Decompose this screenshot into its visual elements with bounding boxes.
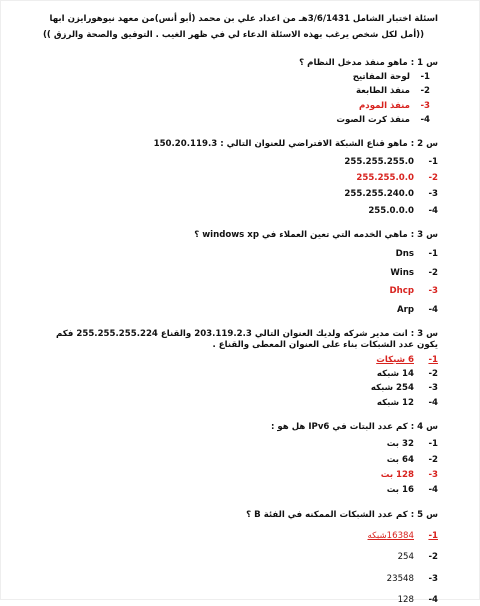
option-number: 4 - — [414, 595, 438, 606]
option-text: 14 شبكه — [376, 368, 414, 379]
option-number: 4 - — [414, 206, 438, 217]
option-number: 4 - — [414, 485, 438, 496]
option-number: 1 - — [414, 157, 438, 168]
option-text: 64 بت — [386, 454, 414, 465]
question-1-option-2 — [42, 86, 430, 97]
option-text: 254 شبكه — [370, 383, 414, 394]
option-text: Dhcp — [389, 286, 414, 297]
question-2-options — [42, 157, 438, 217]
question-1-option-4 — [42, 115, 430, 126]
option-number: 3 - — [414, 574, 438, 585]
question-5-option-1-correct — [42, 531, 438, 542]
option-number: 2 - — [414, 268, 438, 279]
question-1-option-3-correct — [42, 101, 430, 112]
question-3-label: س 3 : ماهي الخدمه التي تعين العملاء في windows xp ؟ — [194, 230, 438, 241]
question-3-option-2 — [42, 268, 438, 279]
question-3-option-3-correct — [42, 286, 438, 297]
question-5-option-3 — [42, 574, 438, 585]
option-text: Dns — [395, 249, 414, 260]
question-5-option-2 — [42, 552, 438, 563]
question-2-option-2-correct — [42, 173, 438, 184]
question-4-option-4 — [42, 485, 438, 496]
document-content — [42, 14, 438, 606]
option-number: 3 - — [414, 189, 438, 200]
option-text: 255.0.0.0 — [368, 205, 414, 216]
option-text: Wins — [390, 267, 414, 278]
question-3b-option-3 — [42, 383, 438, 394]
option-number: 1 - — [410, 72, 430, 83]
option-number: 4 - — [410, 115, 430, 126]
prayer-note: ((أمل لكل شخص يرغب بهذه الاسئلة الدعاء لي في ظهر الغيب . التوفيق والصحة والرزق )) — [43, 30, 424, 41]
option-text: 23548 — [386, 573, 414, 584]
option-number: 2 - — [414, 369, 438, 380]
question-3b-label: س 3 : انت مدير شركه ولديك العنوان التالي 203.119.2.3 والقناع 255.255.255.224 فكم يكون عدد الشبكات بناء على العنوان المعطى والقناع . — [56, 328, 438, 351]
option-text: 16384شبكه — [367, 530, 414, 541]
option-text: 128 — [397, 595, 414, 605]
option-number: 2 - — [414, 455, 438, 466]
option-number: 1 - — [414, 249, 438, 260]
option-number: 3 - — [414, 470, 438, 481]
question-4-label: س 4 : كم عدد البتات في IPv6 هل هو : — [270, 421, 438, 432]
question-3-options — [42, 249, 438, 315]
option-number: 3 - — [414, 286, 438, 297]
option-text: منفذ المودم — [358, 100, 410, 111]
question-4-option-2 — [42, 455, 438, 466]
option-text: 16 بت — [386, 485, 414, 496]
question-1-label: س 1 : ماهو منفذ مدخل النظام ؟ — [299, 57, 438, 68]
option-text: 128 بت — [380, 469, 414, 480]
document-title: اسئلة اختبار الشامل 3/6/1431هـ من اعداد علي بن محمد (أبو أنس)من معهد نيوهورايزن ابها — [49, 14, 438, 24]
question-5-options — [42, 531, 438, 606]
question-3-option-1 — [42, 249, 438, 260]
option-number: 2 - — [414, 173, 438, 184]
question-1-option-1 — [42, 72, 430, 83]
question-3b-options — [42, 355, 438, 409]
question-1-options — [42, 72, 438, 126]
option-number: 4 - — [414, 398, 438, 409]
option-text: 254 — [397, 552, 414, 563]
question-3b-option-1-correct — [42, 355, 438, 366]
option-text: 12 شبكه — [376, 397, 414, 408]
option-text: 32 بت — [386, 439, 414, 450]
question-2-option-4 — [42, 206, 438, 217]
question-2-option-1 — [42, 157, 438, 168]
question-2-option-3 — [42, 189, 438, 200]
option-text: 255.255.0.0 — [356, 173, 414, 184]
question-5-label: س 5 : كم عدد الشبكات الممكنه في الفئة B ؟ — [246, 509, 438, 520]
option-number: 1 - — [414, 531, 438, 542]
option-text: 255.255.255.0 — [344, 156, 414, 167]
question-5-option-4 — [42, 595, 438, 606]
option-text: 255.255.240.0 — [344, 189, 414, 200]
option-number: 3 - — [410, 101, 430, 112]
question-4-options — [42, 439, 438, 496]
option-number: 1 - — [414, 439, 438, 450]
question-2-label: س 2 : ماهو قناع الشبكة الافتراضي للعنوان التالي : 150.20.119.3 — [153, 139, 438, 150]
option-number: 2 - — [414, 552, 438, 563]
option-number: 1 - — [414, 355, 438, 366]
option-text: منفذ كرت الصوت — [336, 115, 410, 126]
question-3b-option-4 — [42, 398, 438, 409]
option-number: 3 - — [414, 383, 438, 394]
option-text: منفذ الطابعة — [355, 86, 410, 97]
option-text: Arp — [396, 304, 414, 315]
question-3b-option-2 — [42, 369, 438, 380]
option-text: 6 شبكات — [376, 354, 414, 365]
question-4-option-1 — [42, 439, 438, 450]
question-4-option-3-correct — [42, 470, 438, 481]
option-number: 4 - — [414, 305, 438, 316]
question-3-option-4 — [42, 305, 438, 316]
option-text: لوحة المفاتيح — [352, 72, 410, 83]
option-number: 2 - — [410, 86, 430, 97]
